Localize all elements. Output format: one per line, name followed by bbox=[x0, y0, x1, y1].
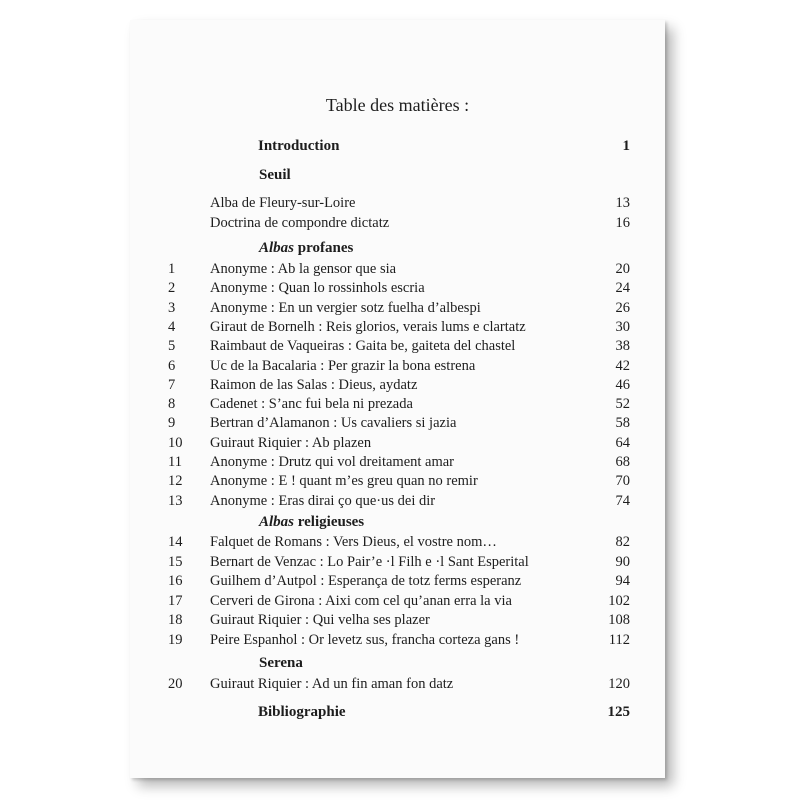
entry-number: 11 bbox=[168, 454, 182, 470]
entry-title: Guiraut Riquier : Ad un fin aman fon datz bbox=[210, 676, 454, 692]
entry-number: 5 bbox=[168, 338, 176, 355]
toc-entry bbox=[168, 592, 630, 610]
entry-page: 58 bbox=[615, 415, 630, 432]
entry-title: Anonyme : Ab la gensor que sia bbox=[210, 261, 397, 277]
entry-number: 4 bbox=[168, 318, 176, 335]
toc-entry-introduction bbox=[168, 137, 630, 155]
toc-entry bbox=[168, 318, 630, 336]
entry-title: Introduction bbox=[258, 138, 340, 154]
entry-page: 68 bbox=[615, 454, 630, 470]
toc-entry bbox=[168, 611, 630, 629]
entry-page: 90 bbox=[615, 553, 630, 570]
entry-page: 82 bbox=[615, 534, 630, 550]
entry-title: Guilhem d’Autpol : Esperança de totz ferms esperanz bbox=[210, 573, 522, 590]
entry-number: 18 bbox=[168, 612, 183, 629]
entry-number: 6 bbox=[168, 357, 176, 374]
entry-page: 94 bbox=[615, 573, 630, 590]
toc-entry bbox=[168, 214, 630, 232]
entry-page: 16 bbox=[615, 215, 630, 231]
entry-page: 20 bbox=[615, 261, 630, 277]
toc-entry bbox=[168, 572, 630, 590]
entry-title: Anonyme : Quan lo rossinhols escria bbox=[210, 280, 425, 297]
entry-number: 13 bbox=[168, 492, 183, 509]
toc-entry bbox=[168, 675, 630, 693]
book-page bbox=[130, 20, 665, 778]
entry-page: 30 bbox=[615, 318, 630, 335]
toc-entry bbox=[168, 337, 630, 355]
entry-number: 3 bbox=[168, 299, 176, 316]
toc-entry bbox=[168, 414, 630, 432]
toc-entry bbox=[168, 453, 630, 471]
entry-page: 42 bbox=[615, 357, 630, 374]
entry-page: 26 bbox=[615, 299, 630, 316]
entry-page: 38 bbox=[615, 338, 630, 355]
section-heading-serena: Serena bbox=[259, 655, 303, 671]
entry-title: Cadenet : S’anc fui bela ni prezada bbox=[210, 396, 413, 413]
entry-number: 17 bbox=[168, 592, 183, 609]
entry-page: 52 bbox=[615, 396, 630, 413]
entry-page: 1 bbox=[622, 138, 630, 154]
entry-page: 70 bbox=[615, 473, 630, 490]
entry-page: 24 bbox=[615, 280, 630, 297]
toc-entry bbox=[168, 260, 630, 278]
entry-title: Peire Espanhol : Or levetz sus, francha corteza gans ! bbox=[210, 632, 520, 648]
toc-entry bbox=[168, 434, 630, 452]
entry-number: 16 bbox=[168, 573, 183, 590]
entry-title: Giraut de Bornelh : Reis glorios, verais lums e clartatz bbox=[210, 318, 526, 335]
toc-entry bbox=[168, 631, 630, 649]
toc-entry bbox=[168, 279, 630, 297]
entry-number: 10 bbox=[168, 434, 183, 451]
entry-title: Falquet de Romans : Vers Dieus, el vostre nom… bbox=[210, 534, 497, 550]
toc-title: Table des matières : bbox=[325, 95, 470, 115]
entry-title: Anonyme : En un vergier sotz fuelha d’albespi bbox=[210, 299, 481, 316]
heading-rest: profanes bbox=[294, 240, 354, 256]
toc-entry bbox=[168, 357, 630, 375]
heading-italic: Albas bbox=[259, 240, 295, 256]
entry-number: 1 bbox=[168, 261, 176, 277]
entry-title: Uc de la Bacalaria : Per grazir la bona estrena bbox=[210, 357, 476, 374]
entry-title: Doctrina de compondre dictatz bbox=[210, 215, 390, 231]
entry-page: 108 bbox=[608, 612, 630, 629]
section-heading-albas-profanes bbox=[259, 239, 353, 257]
entry-page: 120 bbox=[608, 676, 630, 692]
toc-entry bbox=[168, 472, 630, 490]
entry-title: Raimbaut de Vaqueiras : Gaita be, gaiteta del chastel bbox=[210, 338, 516, 355]
heading-rest: religieuses bbox=[294, 514, 365, 530]
entry-title: Guiraut Riquier : Qui velha ses plazer bbox=[210, 612, 430, 629]
toc-entry bbox=[168, 553, 630, 571]
entry-title: Bertran d’Alamanon : Us cavaliers si jazia bbox=[210, 415, 457, 432]
toc-entry-bibliographie bbox=[168, 703, 630, 721]
entry-number: 19 bbox=[168, 632, 183, 648]
entry-title: Anonyme : Eras dirai ço que·us dei dir bbox=[210, 492, 436, 509]
entry-title: Bibliographie bbox=[258, 704, 346, 720]
entry-number: 8 bbox=[168, 396, 176, 413]
heading-italic: Albas bbox=[259, 514, 295, 530]
toc-entry bbox=[168, 395, 630, 413]
entry-title: Guiraut Riquier : Ab plazen bbox=[210, 434, 372, 451]
entry-page: 13 bbox=[615, 195, 630, 211]
entry-page: 102 bbox=[608, 592, 630, 609]
section-heading-albas-religieuses bbox=[259, 513, 364, 531]
entry-title: Bernart de Venzac : Lo Pair’e ·l Filh e ·l Sant Esperital bbox=[210, 553, 529, 570]
entry-title: Anonyme : E ! quant m’es greu quan no remir bbox=[210, 473, 478, 490]
entry-number: 20 bbox=[168, 676, 183, 692]
entry-number: 9 bbox=[168, 415, 176, 432]
entry-title: Alba de Fleury-sur-Loire bbox=[210, 195, 356, 211]
entry-number: 7 bbox=[168, 376, 176, 393]
entry-page: 112 bbox=[608, 632, 630, 648]
toc-entry bbox=[168, 299, 630, 317]
entry-title: Cerveri de Girona : Aixi com cel qu’anan erra la via bbox=[210, 592, 512, 609]
toc-entry bbox=[168, 376, 630, 394]
entry-number: 2 bbox=[168, 280, 176, 297]
toc-entry bbox=[168, 194, 630, 212]
entry-number: 15 bbox=[168, 553, 183, 570]
entry-title: Raimon de las Salas : Dieus, aydatz bbox=[210, 376, 418, 393]
entry-page: 64 bbox=[615, 434, 630, 451]
toc-entry bbox=[168, 492, 630, 510]
section-heading-seuil: Seuil bbox=[259, 167, 291, 183]
entry-page: 46 bbox=[615, 376, 630, 393]
entry-title: Anonyme : Drutz qui vol dreitament amar bbox=[210, 454, 455, 470]
entry-page: 74 bbox=[615, 492, 630, 509]
entry-number: 14 bbox=[168, 534, 183, 550]
entry-number: 12 bbox=[168, 473, 183, 490]
entry-page: 125 bbox=[607, 704, 630, 720]
toc-entry bbox=[168, 533, 630, 551]
